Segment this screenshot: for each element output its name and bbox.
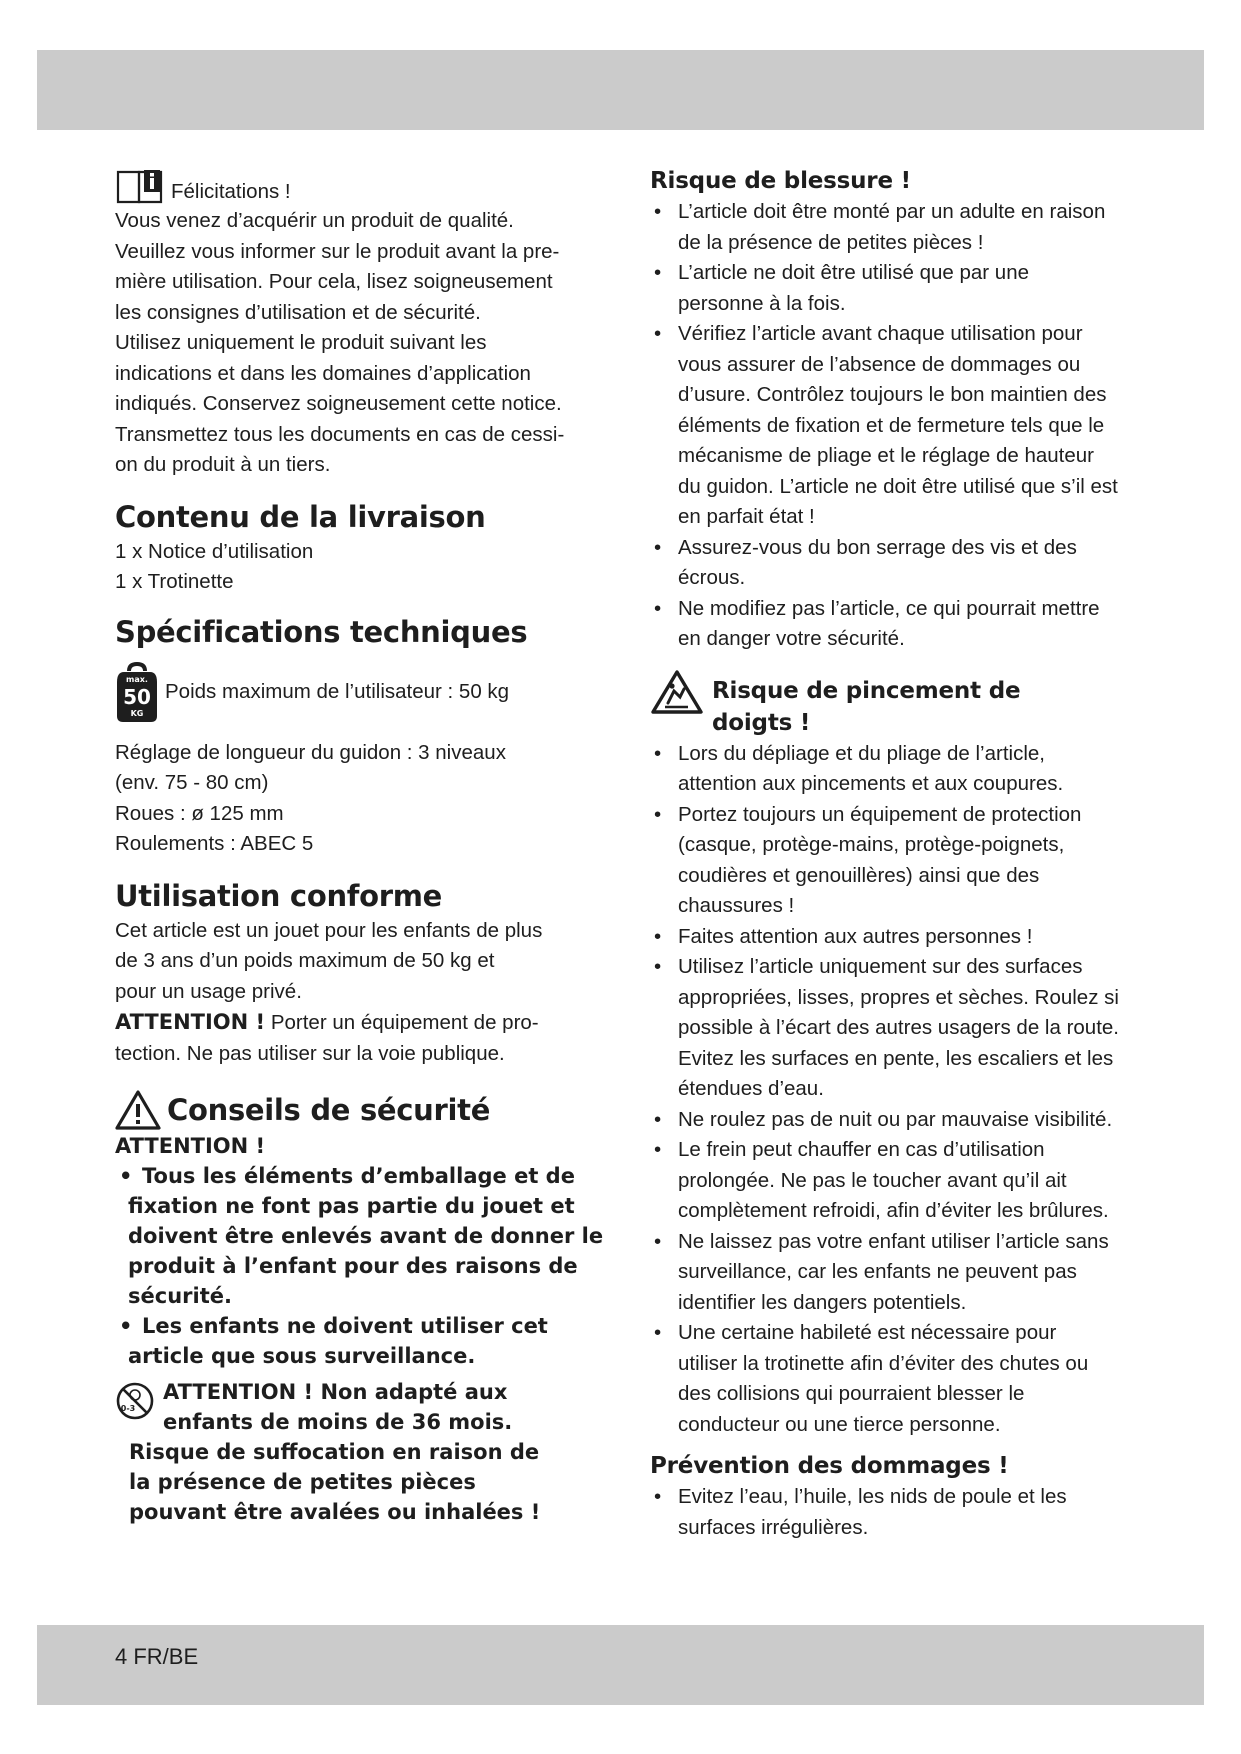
list-item: • Evitez l’eau, l’huile, les nids de poule et les surfaces irrégulières. (654, 1485, 1067, 1539)
age-warning-line: ATTENTION ! Non adapté aux (163, 1380, 508, 1404)
page-number: 4 FR/BE (115, 1644, 199, 1669)
spec-line: Roues : ø 125 mm (115, 801, 284, 825)
spec-line: (env. 75 - 80 cm) (115, 771, 269, 794)
list-item: • Ne laissez pas votre enfant utiliser l’article sans surveillance, car les enfants ne peuvent pas identifier les dangers potentiels. (654, 1229, 1109, 1314)
injury-title: Risque de blessure ! (650, 168, 911, 194)
age-warning-head (163, 1377, 512, 1437)
list-item: • Une certaine habileté est nécessaire pour utiliser la trotinette afin d’éviter des chutes ou des collisions qui pourraient blesser le conducteur ou une tierce personne. (654, 1321, 1089, 1436)
footer-band (37, 1625, 1204, 1705)
weight-icon-value: 50 (123, 684, 151, 709)
age-warning (115, 1377, 615, 1437)
left-column (115, 160, 615, 1527)
list-item: • Faites attention aux autres personnes ! (654, 924, 1033, 948)
list-item: • Portez toujours un équipement de protection (casque, protège-mains, protège-poignets, coudières et genouillères) ainsi que des chaussures ! (654, 802, 1082, 917)
list-item: • Le frein peut chauffer en cas d’utilisation prolongée. Ne pas le toucher avant qu’il ait complètement refroidi, afin d’éviter les brûlures. (654, 1138, 1109, 1222)
age-warning-line: enfants de moins de 36 mois. (163, 1410, 513, 1434)
weight-icon-top: max. (126, 674, 148, 684)
spec-line: Roulements : ABEC 5 (115, 832, 314, 855)
pinch-bullets (650, 739, 1120, 1441)
delivery-item: 1 x Notice d’utilisation (115, 539, 314, 563)
safety-bullets (115, 1161, 615, 1371)
usage-section (115, 876, 615, 1070)
list-item: • Lors du dépliage et du pliage de l’article, attention aux pincements et aux coupures. (654, 741, 1064, 795)
usage-attention-label: ATTENTION ! (115, 1010, 266, 1034)
usage-attention (115, 1007, 615, 1039)
damage-title: Prévention des dommages ! (650, 1453, 1009, 1479)
age-warning-line: la présence de petites pièces (129, 1470, 476, 1494)
delivery-item: 1 x Trotinette (115, 570, 234, 593)
usage-line: pour un usage privé. (115, 979, 302, 1003)
list-item: • L’article ne doit être utilisé que par une personne à la fois. (654, 261, 1030, 315)
damage-section (650, 1450, 1120, 1543)
age-warning-line: pouvant être avalées ou inhalées ! (129, 1500, 541, 1524)
specs-title: Spécifications techniques (115, 614, 528, 649)
intro-heading (115, 160, 615, 206)
intro-text (115, 206, 615, 481)
intro-line: on du produit à un tiers. (115, 453, 331, 476)
usage-attention-text: Porter un équipement de pro- (265, 1011, 539, 1034)
list-item: • Vérifiez l’article avant chaque utilisation pour vous assurer de l’absence de dommages ou d’usure. Contrôlez toujours le bon maintien des éléments de fixation et de fermeture tels que le mécanisme de pliage et le réglage de hauteur du guidon. L’article ne doit être utilisé que s’il est en parfait état ! (654, 322, 1118, 528)
delivery-title: Contenu de la livraison (115, 499, 486, 534)
list-item: • Assurez-vous du bon serrage des vis et des écrous. (654, 535, 1077, 589)
safety-section (115, 1089, 615, 1527)
usage-title: Utilisation conforme (115, 878, 443, 913)
weight-icon-unit: KG (130, 708, 144, 718)
manual-info-icon (115, 166, 165, 206)
usage-line: de 3 ans d’un poids maximum de 50 kg et (115, 949, 495, 972)
intro-line: indiqués. Conservez soigneusement cette notice. (115, 392, 562, 415)
list-item: • Les enfants ne doivent utiliser cet article que sous surveillance. (119, 1314, 548, 1368)
pinch-title: Risque de pincement de doigts ! (712, 677, 1021, 736)
injury-bullets (650, 197, 1120, 655)
intro-line: Transmettez tous les documents en cas de cessi- (115, 422, 565, 446)
safety-attention: ATTENTION ! (115, 1134, 266, 1158)
list-item: • Ne modifiez pas l’article, ce qui pourrait mettre en danger votre sécurité. (654, 596, 1100, 650)
right-column (650, 165, 1120, 1543)
delivery-section (115, 497, 615, 598)
damage-bullets (650, 1482, 1120, 1543)
max-weight-text: Poids maximum de l’utilisateur : 50 kg (165, 680, 510, 704)
spec-line: Réglage de longueur du guidon : 3 niveaux (115, 740, 506, 764)
list-item: • Ne roulez pas de nuit ou par mauvaise visibilité. (654, 1107, 1113, 1131)
usage-line: Cet article est un jouet pour les enfants de plus (115, 918, 543, 942)
intro-line: Veuillez vous informer sur le produit avant la pre- (115, 239, 560, 263)
not-for-under-3-icon (115, 1381, 155, 1421)
intro-line: Vous venez d’acquérir un produit de qualité. (115, 209, 514, 232)
usage-attention-line2: tection. Ne pas utiliser sur la voie publique. (115, 1041, 505, 1065)
warning-triangle-icon (115, 1089, 161, 1131)
pinch-heading (650, 669, 1120, 739)
pinch-warning-icon (650, 669, 704, 715)
intro-line: indications et dans les domaines d’application (115, 361, 531, 385)
list-item: • Tous les éléments d’emballage et de fixation ne font pas partie du jouet et doivent être enlevés avant de donner le produit à l’enfant pour des raisons de sécurité. (119, 1164, 604, 1308)
safety-heading (115, 1089, 615, 1131)
specs-section (115, 612, 615, 860)
max-weight-row (115, 662, 615, 724)
header-band (37, 50, 1204, 130)
max-weight-icon (115, 662, 159, 724)
age-warning-body (115, 1437, 615, 1527)
age-warning-line: Risque de suffocation en raison de (129, 1440, 540, 1464)
injury-section (650, 165, 1120, 655)
intro-title: Félicitations ! (171, 180, 291, 203)
intro-line: les consignes d’utilisation et de sécurité. (115, 300, 481, 324)
age-icon-label: 0-3 (120, 1404, 136, 1413)
list-item: • Utilisez l’article uniquement sur des surfaces appropriées, lisses, propres et sèches. Roulez si possible à l’écart des autres usagers de la route. Evitez les surfaces en pente, les escaliers et les étendues d’eau. (654, 955, 1120, 1100)
list-item: • L’article doit être monté par un adulte en raison de la présence de petites pièces ! (654, 200, 1106, 254)
safety-title: Conseils de sécurité (167, 1093, 491, 1127)
intro-line: Utilisez uniquement le produit suivant les (115, 331, 487, 354)
intro-line: mière utilisation. Pour cela, lisez soigneusement (115, 270, 553, 293)
